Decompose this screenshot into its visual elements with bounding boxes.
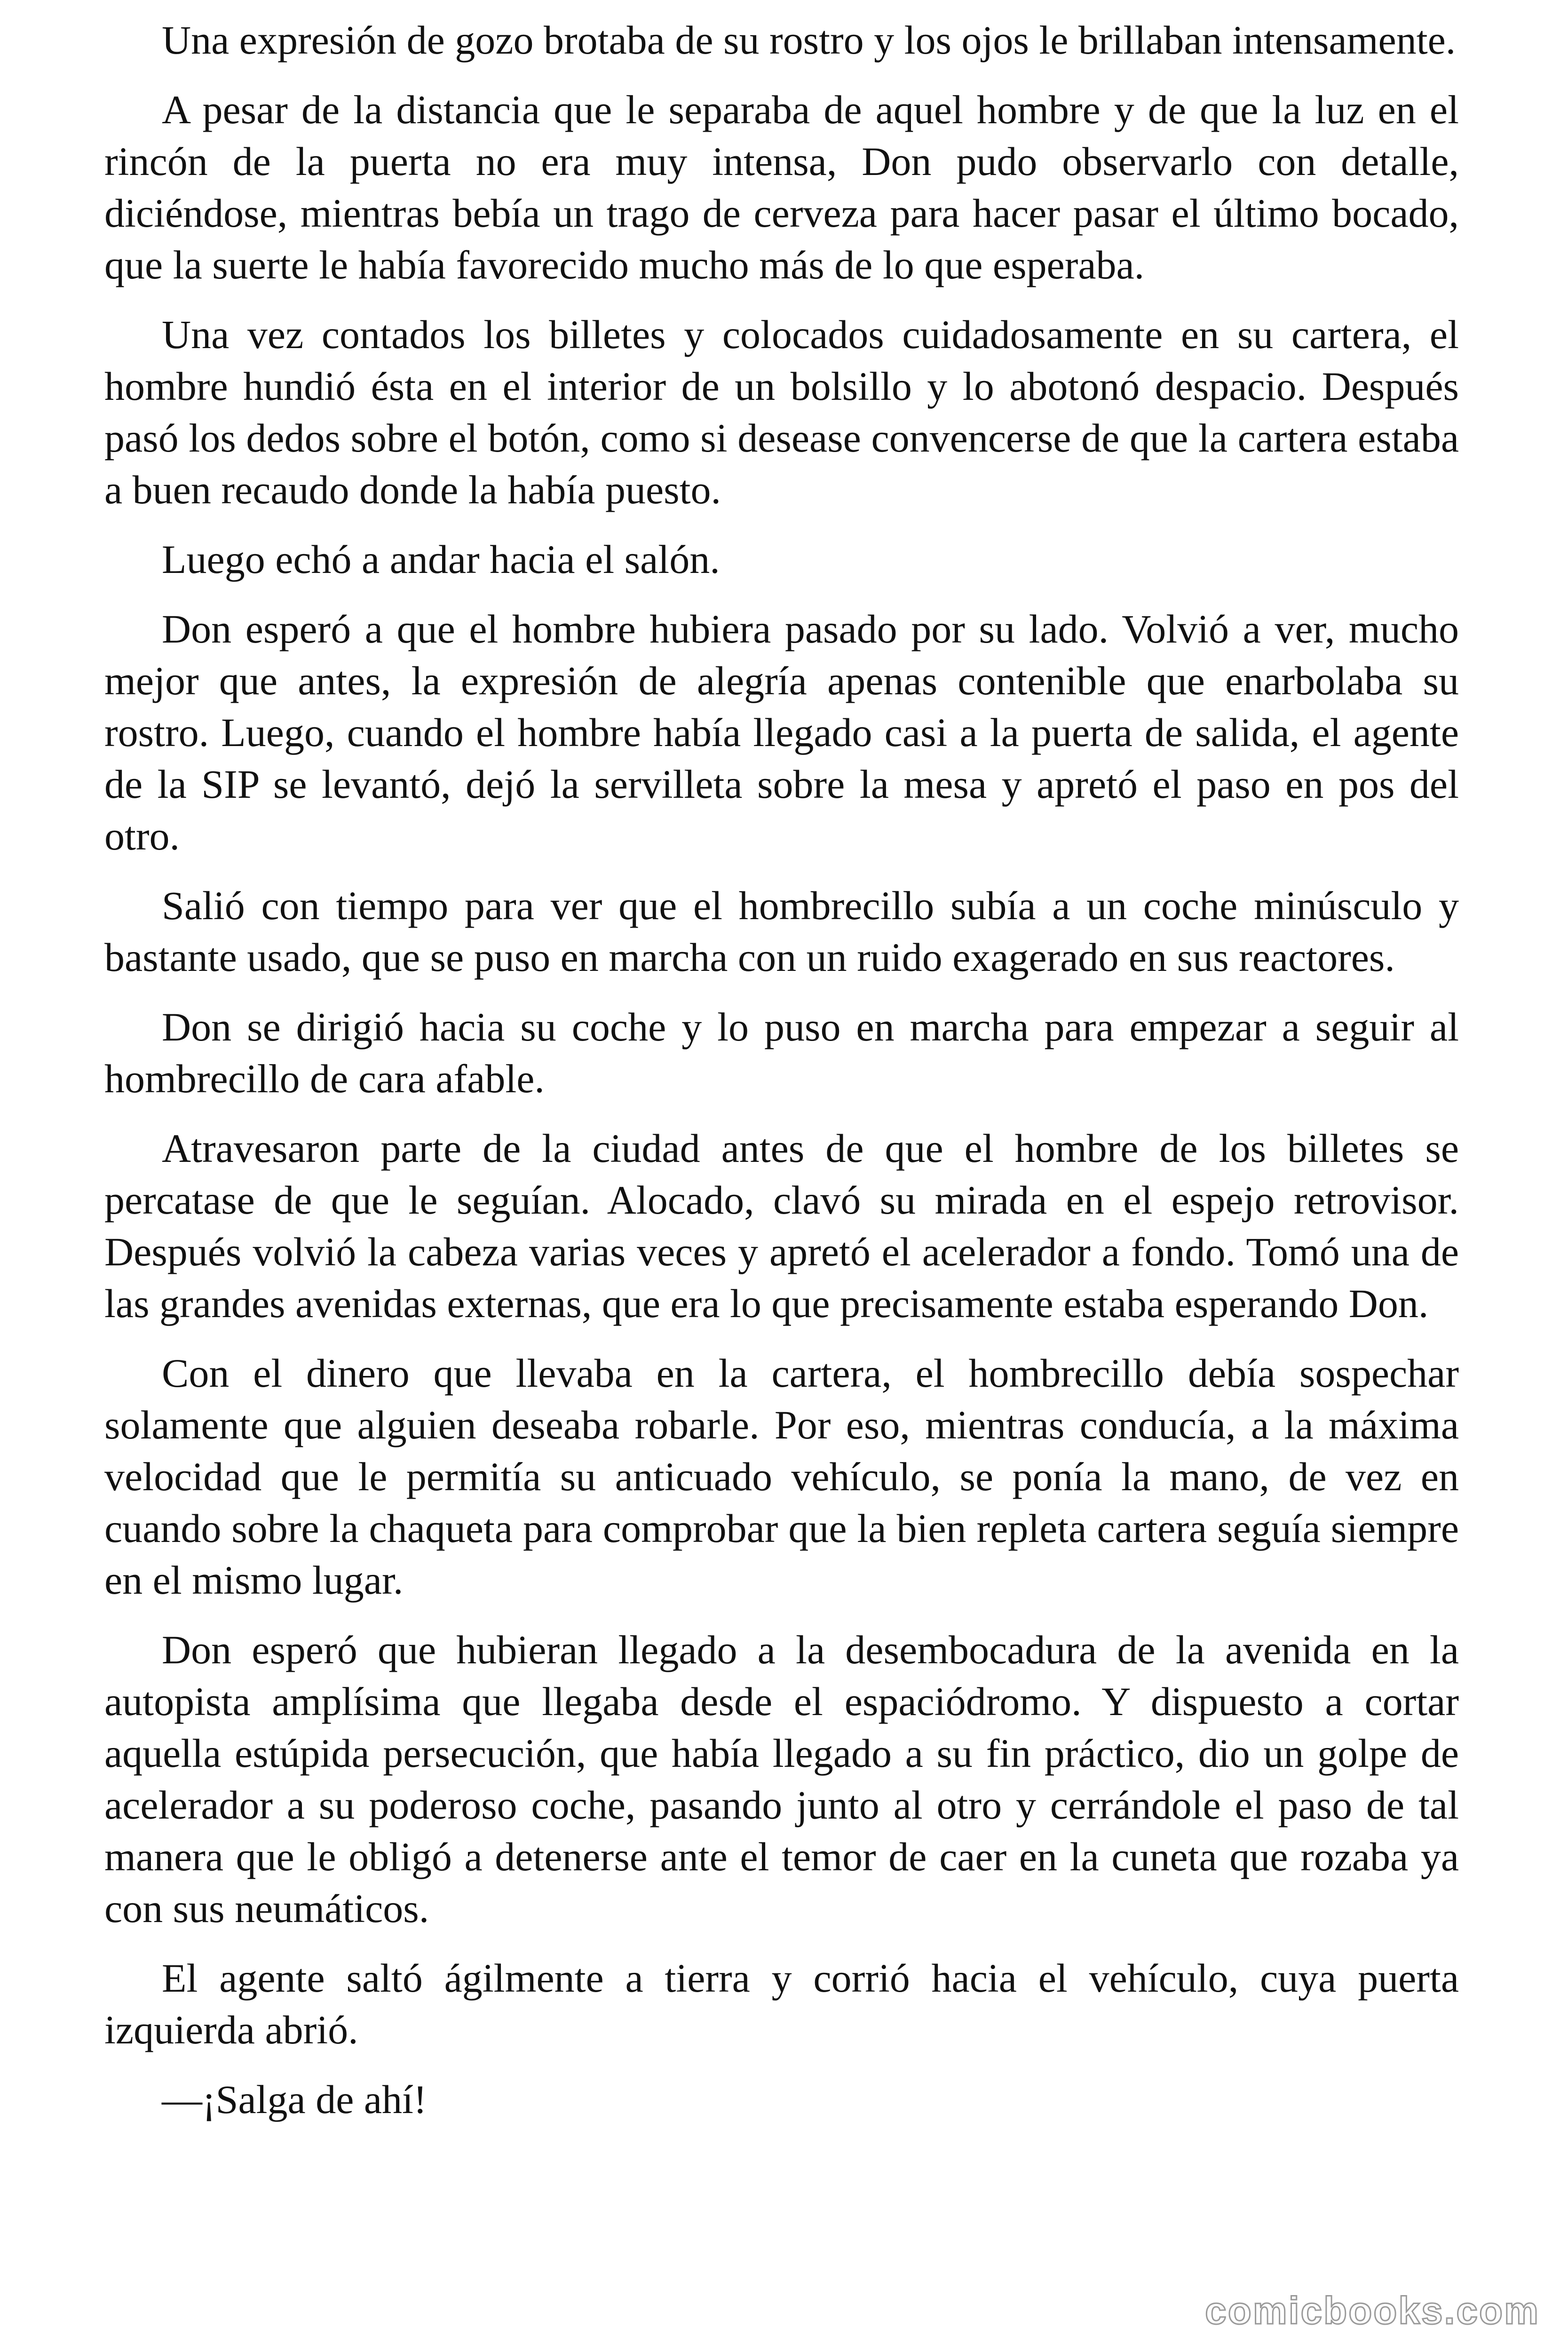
paragraph: Una vez contados los billetes y colocados cuidadosamente en su cartera, el hombre hundió ésta en el interior de un bolsillo y lo abotonó despacio. Después pasó los dedos sobre el botón, como si desease convencerse de que la cartera estaba a buen recaudo donde la había puesto. — [104, 312, 1459, 512]
paragraph: Don se dirigió hacia su coche y lo puso en marcha para empezar a seguir al hombrecillo de cara afable. — [104, 1004, 1459, 1101]
paragraph: A pesar de la distancia que le separaba de aquel hombre y de que la luz en el rincón de la puerta no era muy intensa, Don pudo observarlo con detalle, diciéndose, mientras bebía un trago de cerveza para hacer pasar el último bocado, que la suerte le había favorecido mucho más de lo que esperaba. — [104, 87, 1459, 287]
body-text — [104, 14, 1459, 2143]
watermark-logo: comicbooks.com — [1205, 2289, 1540, 2332]
paragraph: Con el dinero que llevaba en la cartera, el hombrecillo debía sospechar solamente que alguien deseaba robarle. Por eso, mientras conducía, a la máxima velocidad que le permitía su anticuado vehículo, se ponía la mano, de vez en cuando sobre la chaqueta para comprobar que la bien repleta cartera seguía siempre en el mismo lugar. — [104, 1351, 1459, 1603]
paragraph: —¡Salga de ahí! — [162, 2077, 427, 2122]
paragraph: Una expresión de gozo brotaba de su rostro y los ojos le brillaban intensamente. — [162, 17, 1456, 63]
paragraph: Don esperó a que el hombre hubiera pasado por su lado. Volvió a ver, mucho mejor que antes, la expresión de alegría apenas contenible que enarbolaba su rostro. Luego, cuando el hombre había llegado casi a la puerta de salida, el agente de la SIP se levantó, dejó la servilleta sobre la mesa y apretó el paso en pos del otro. — [104, 606, 1459, 858]
paragraph: El agente saltó ágilmente a tierra y corrió hacia el vehículo, cuya puerta izquierda abrió. — [104, 1955, 1459, 2052]
paragraph: Atravesaron parte de la ciudad antes de que el hombre de los billetes se percatase de que le seguían. Alocado, clavó su mirada en el espejo retrovisor. Después volvió la cabeza varias veces y apretó el acelerador a fondo. Tomó una de las grandes avenidas externas, que era lo que precisamente estaba esperando Don. — [104, 1126, 1459, 1326]
paragraph: Salió con tiempo para ver que el hombrecillo subía a un coche minúsculo y bastante usado, que se puso en marcha con un ruido exagerado en sus reactores. — [104, 883, 1459, 980]
paragraph: Luego echó a andar hacia el salón. — [162, 537, 720, 582]
paragraph: Don esperó que hubieran llegado a la desembocadura de la avenida en la autopista amplísima que llegaba desde el espaciódromo. Y dispuesto a cortar aquella estúpida persecución, que había llegado a su fin práctico, dio un golpe de acelerador a su poderoso coche, pasando junto al otro y cerrándole el paso de tal manera que le obligó a detenerse ante el temor de caer en la cuneta que rozaba ya con sus neumáticos. — [104, 1627, 1459, 1931]
